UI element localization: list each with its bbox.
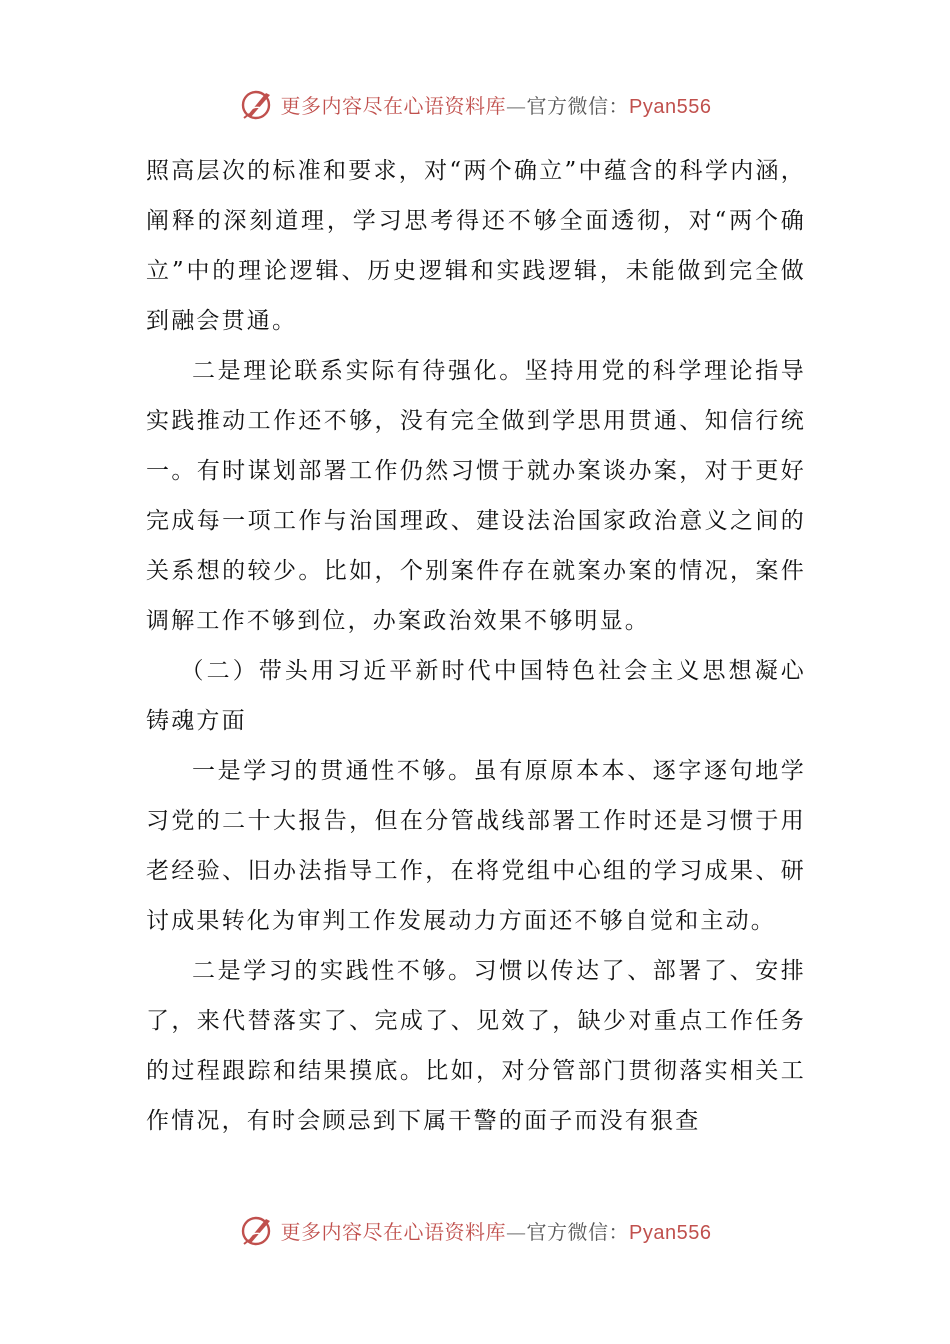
banner-text	[281, 1216, 712, 1245]
paragraph-study-practice: 二是学习的实践性不够。习惯以传达了、部署了、安排了，来代替落实了、完成了、见效了，缺少对重点工作任务的过程跟踪和结果摸底。比如，对分管部门贯彻落实相关工作情况，有时会顾忌到下属干警的面子而没有狠查	[146, 958, 806, 1134]
document-body	[146, 146, 806, 1146]
paragraph-continued: 照高层次的标准和要求，对“两个确立”中蕴含的科学内涵，阐释的深刻道理，学习思考得还不够全面透彻，对“两个确立”中的理论逻辑、历史逻辑和实践逻辑，未能做到完全做到融会贯通。	[146, 158, 806, 334]
paragraph-theory-practice: 二是理论联系实际有待强化。坚持用党的科学理论指导实践推动工作还不够，没有完全做到学思用贯通、知信行统一。有时谋划部署工作仍然习惯于就办案谈办案，对于更好完成每一项工作与治国理政、建设法治国家政治意义之间的关系想的较少。比如，个别案件存在就案办案的情况，案件调解工作不够到位，办案政治效果不够明显。	[146, 358, 806, 634]
banner-wechat-handle: Pyan556	[629, 1221, 712, 1244]
banner-text	[281, 90, 712, 119]
section-heading: （二）带头用习近平新时代中国特色社会主义思想凝心铸魂方面	[146, 658, 806, 734]
banner-dash: —	[506, 93, 527, 118]
banner-wechat-label: 官方微信：	[526, 1219, 630, 1244]
banner-wechat-handle: Pyan556	[629, 95, 712, 118]
quill-pen-logo-icon	[239, 1212, 275, 1248]
paragraph-study-coherence: 一是学习的贯通性不够。虽有原原本本、逐字逐句地学习党的二十大报告，但在分管战线部署工作时还是习惯于用老经验、旧办法指导工作，在将党组中心组的学习成果、研讨成果转化为审判工作发展动力方面还不够自觉和主动。	[146, 758, 806, 934]
banner-main-text: 更多内容尽在心语资料库	[280, 93, 507, 118]
banner-wechat-label: 官方微信：	[526, 93, 630, 118]
banner-main-text: 更多内容尽在心语资料库	[280, 1219, 507, 1244]
banner-dash: —	[506, 1219, 527, 1244]
footer-banner	[0, 1210, 950, 1250]
header-banner	[0, 84, 950, 124]
quill-pen-logo-icon	[239, 86, 275, 122]
